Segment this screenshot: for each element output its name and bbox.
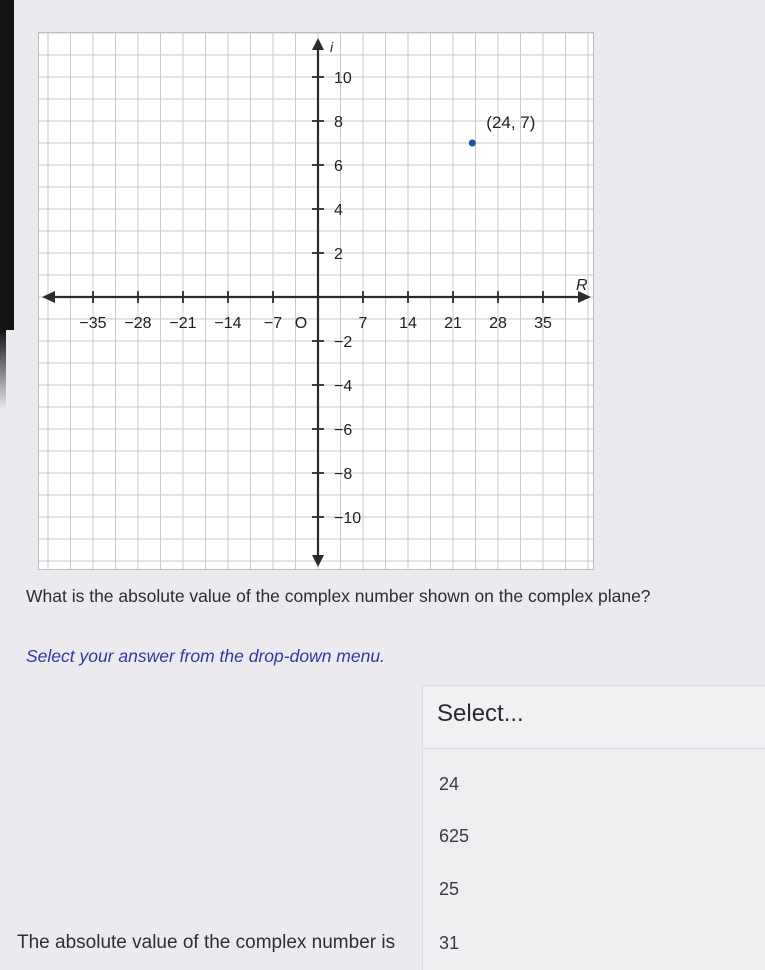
- x-tick-label: −35: [79, 315, 107, 332]
- x-tick-label: −7: [263, 315, 283, 332]
- origin-label: O: [294, 315, 308, 332]
- y-tick-label: −10: [334, 510, 362, 527]
- y-tick-label: 6: [334, 158, 343, 175]
- question-text: What is the absolute value of the complex number shown on the complex plane?: [26, 586, 651, 606]
- complex-plane-svg: [38, 32, 594, 570]
- device-bezel: [0, 0, 14, 330]
- dropdown-option[interactable]: 25: [439, 879, 460, 899]
- data-point-label: (24, 7): [486, 113, 536, 132]
- x-tick-label: −14: [214, 315, 242, 332]
- x-tick-label: 21: [444, 315, 462, 332]
- y-tick-label: −2: [334, 334, 353, 351]
- dropdown-option[interactable]: 24: [439, 774, 460, 794]
- y-tick-label: 10: [334, 70, 352, 87]
- imaginary-axis-label: i: [330, 39, 334, 55]
- y-tick-label: 8: [334, 114, 343, 131]
- dropdown-placeholder: Select...: [437, 700, 524, 727]
- dropdown-option[interactable]: 625: [439, 826, 470, 846]
- answer-dropdown[interactable]: [422, 685, 765, 749]
- x-tick-label: −28: [124, 315, 152, 332]
- x-tick-label: −21: [169, 315, 197, 332]
- imaginary-axis-arrow-up: [312, 38, 324, 50]
- data-point: [469, 140, 476, 147]
- y-tick-label: 4: [334, 202, 343, 219]
- x-tick-label: 14: [399, 315, 417, 332]
- y-tick-label: −8: [334, 466, 353, 483]
- x-tick-label: 35: [534, 315, 552, 332]
- x-tick-label: 7: [358, 315, 368, 332]
- x-tick-label: 28: [489, 315, 507, 332]
- instruction-text: Select your answer from the drop-down menu.: [26, 646, 385, 666]
- complex-plane-graph: [38, 32, 594, 570]
- dropdown-options-list: [422, 750, 765, 970]
- y-tick-label: 2: [334, 246, 343, 263]
- real-axis-label: R: [576, 277, 588, 294]
- y-tick-label: −4: [334, 378, 353, 395]
- y-tick-label: −6: [334, 422, 353, 439]
- answer-sentence: The absolute value of the complex number is: [17, 932, 396, 953]
- dropdown-option[interactable]: 31: [439, 933, 460, 953]
- device-bezel-shadow: [0, 330, 6, 410]
